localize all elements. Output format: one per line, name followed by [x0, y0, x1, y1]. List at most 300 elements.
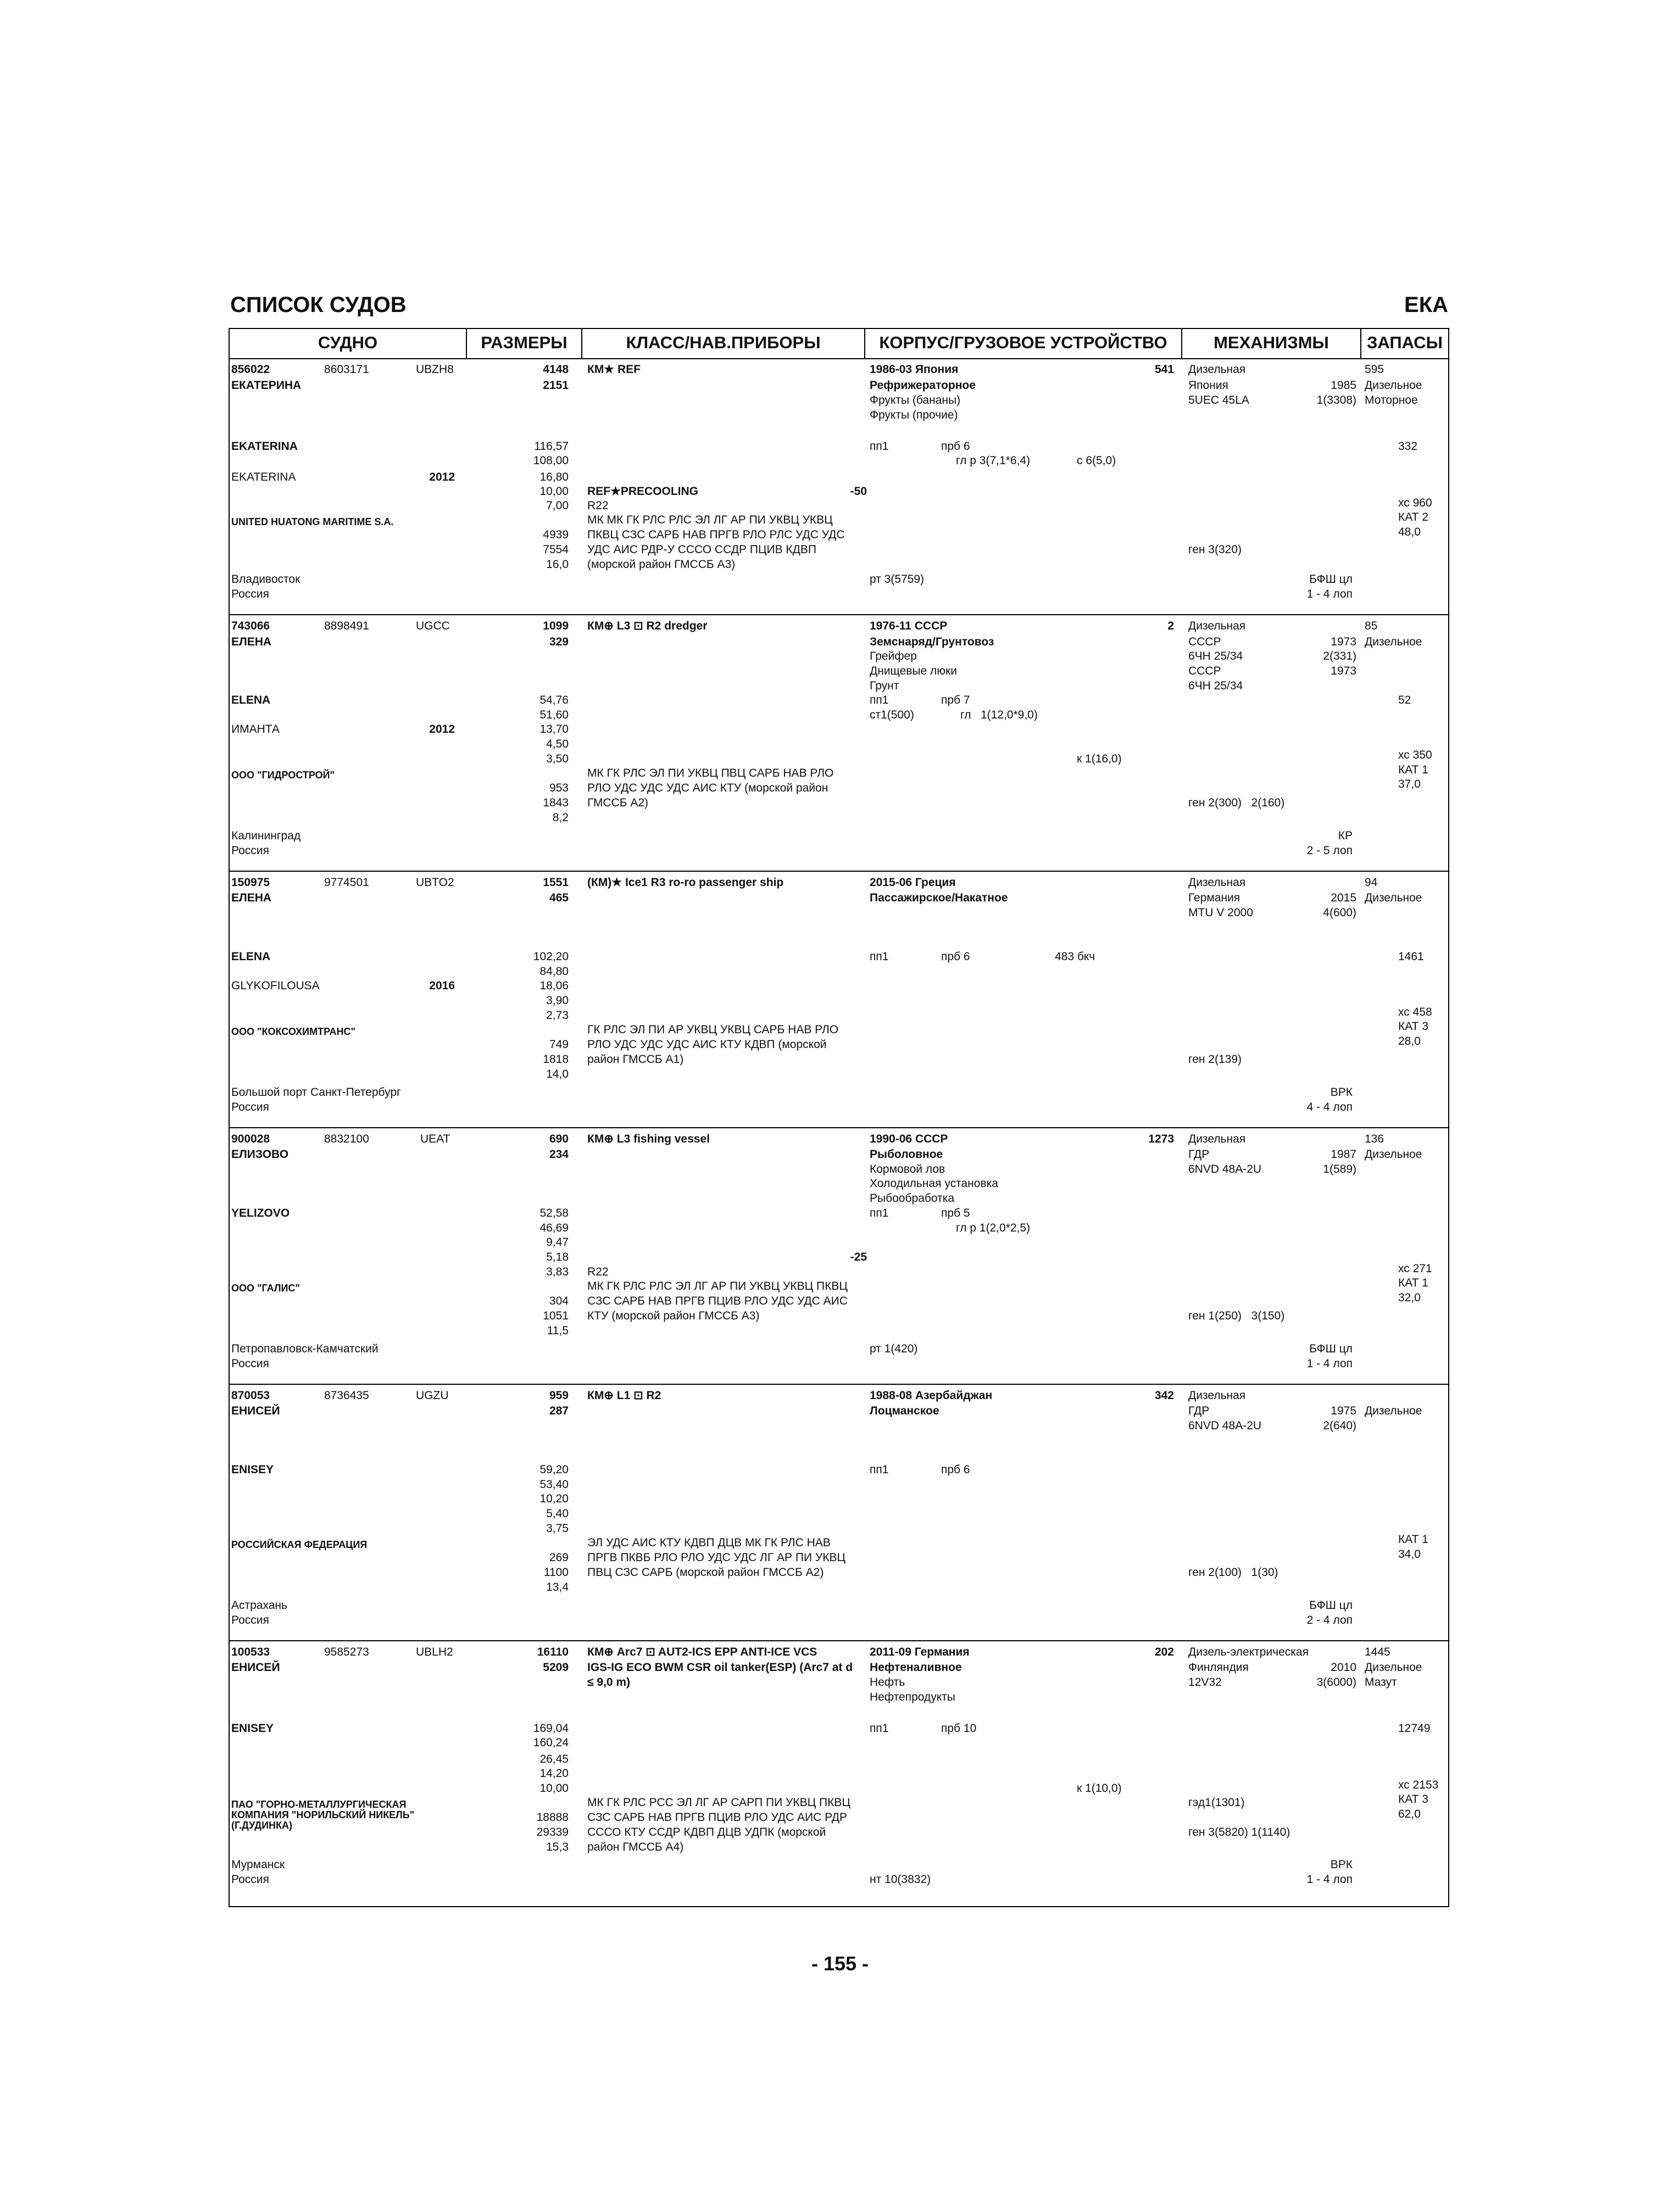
ship-field: КАТ 2: [1398, 511, 1428, 523]
ship-field: 102,20: [533, 950, 569, 963]
ship-field: Моторное: [1365, 394, 1418, 406]
ship-field: КАТ 1: [1398, 1533, 1428, 1546]
ship-field: Дизельное: [1365, 1405, 1422, 1417]
ship-field: 100533: [231, 1646, 270, 1658]
ship-field: (морской район ГМССБ А3): [587, 558, 736, 571]
ship-field: 1051: [543, 1310, 569, 1322]
ship-field: 18888: [536, 1811, 569, 1824]
ship-field: гл р 1(2,0*2,5): [956, 1222, 1031, 1234]
column-header-hull: КОРПУС/ГРУЗОВОЕ УСТРОЙСТВО: [879, 333, 1167, 352]
ship-field: ПКВЦ СЗС САРБ НАВ ПРГВ РЛО РЛС УДС УДС: [587, 528, 845, 541]
ship-field: Россия: [231, 844, 269, 857]
ship-field: ENISEY: [231, 1722, 274, 1735]
ship-field: ЕЛИЗОВО: [231, 1148, 289, 1161]
ship-field: 2: [1167, 620, 1174, 632]
ship-field: к 1(16,0): [1077, 753, 1122, 765]
ship-field: 37,0: [1398, 778, 1421, 790]
ship-field: Фрукты (прочие): [870, 409, 958, 421]
ship-field: UBLH2: [416, 1646, 453, 1658]
ship-field: КАТ 3: [1398, 1793, 1428, 1806]
ship-field: Дизельная: [1188, 876, 1246, 889]
ship-field: 4,50: [546, 738, 569, 750]
ship-field: 5,40: [546, 1507, 569, 1520]
ship-field: ООО "КОКСОХИМТРАНС": [231, 1026, 356, 1037]
ship-field: MTU V 2000: [1188, 906, 1253, 919]
ship-field: ENISEY: [231, 1463, 274, 1476]
ship-field: IGS-IG ECO BWM CSR oil tanker(ESP) (Arc7 at d: [587, 1661, 853, 1674]
ship-field: 2 - 4 лоп: [1306, 1614, 1353, 1626]
ship-field: 6NVD 48A-2U: [1188, 1163, 1262, 1176]
ship-field: 234: [549, 1148, 569, 1161]
ship-field: 3,83: [546, 1266, 569, 1278]
ship-field: 14,20: [539, 1767, 569, 1780]
ship-field: R22: [587, 499, 609, 512]
ship-field: 136: [1365, 1133, 1384, 1145]
ship-field: 7554: [543, 543, 569, 556]
ship-field: 8898491: [324, 620, 369, 632]
ship-field: 116,57: [534, 440, 569, 453]
ship-field: 900028: [231, 1133, 270, 1145]
ship-field: 62,0: [1398, 1808, 1421, 1820]
ship-field: ст1(500): [870, 709, 914, 721]
ship-field: 48,0: [1398, 526, 1421, 538]
ship-field: Нефтепродукты: [870, 1691, 955, 1703]
ship-field: 1985: [1331, 379, 1356, 392]
ship-field: 269: [549, 1551, 569, 1564]
ship-field: пп1: [870, 1463, 889, 1476]
ship-field: Астрахань: [231, 1599, 287, 1612]
ship-field: КАТ 3: [1398, 1020, 1428, 1033]
ship-field: UBZH8: [416, 363, 454, 376]
ship-field: Пассажирское/Накатное: [870, 892, 1008, 904]
ship-field: ген 2(300) 2(160): [1188, 796, 1285, 809]
ship-field: 10,20: [539, 1492, 569, 1505]
ship-field: Калининград: [231, 829, 301, 842]
ship-field: ген 1(250) 3(150): [1188, 1310, 1285, 1322]
ship-field: Мурманск: [231, 1858, 285, 1871]
ship-field: 6NVD 48A-2U: [1188, 1419, 1262, 1432]
ship-field: 304: [549, 1295, 569, 1307]
ship-field: Фрукты (бананы): [870, 394, 961, 406]
ship-field: 2151: [543, 379, 569, 392]
ship-field: пп1: [870, 1207, 889, 1219]
ship-field: ЕНИСЕЙ: [231, 1405, 280, 1417]
ship-field: 3,75: [546, 1522, 569, 1535]
ship-field: СССО КТУ ССДР КДВП ДЦВ УДПК (морской: [587, 1826, 826, 1839]
ship-field: Дизельное: [1365, 1661, 1422, 1674]
ship-field: 332: [1398, 440, 1418, 453]
ship-field: Дизельная: [1188, 1133, 1246, 1145]
ship-field: Рефрижераторное: [870, 379, 976, 392]
ship-field: Финляндия: [1188, 1661, 1249, 1674]
ship-field: 870053: [231, 1389, 270, 1402]
ship-field: 1818: [543, 1053, 569, 1066]
table-right-border: [1448, 328, 1449, 1907]
ship-field: Россия: [231, 1873, 269, 1886]
ship-field: 85: [1365, 620, 1378, 632]
ship-field: КТУ (морской район ГМССБ А3): [587, 1310, 760, 1322]
ship-field: ГК РЛС ЭЛ ПИ АР УКВЦ УКВЦ САРБ НАВ РЛО: [587, 1023, 839, 1036]
ship-field: 1551: [543, 876, 569, 889]
ship-field: 2015: [1331, 892, 1356, 904]
ship-field: UNITED HUATONG MARITIME S.A.: [231, 516, 394, 527]
ship-field: хс 2153: [1398, 1779, 1439, 1791]
ship-field: 595: [1365, 363, 1384, 376]
ship-field: UBTO2: [416, 876, 454, 889]
ship-field: КМ★ REF: [587, 363, 641, 376]
column-header-dimensions: РАЗМЕРЫ: [481, 333, 568, 352]
ship-field: 1975: [1331, 1405, 1356, 1417]
ship-field: прб 6: [941, 1463, 970, 1476]
entry-separator: [229, 1127, 1449, 1128]
column-header-class: КЛАСС/НАВ.ПРИБОРЫ: [626, 333, 821, 352]
ship-field: UGZU: [416, 1389, 449, 1402]
ship-field: КМ⊕ Arc7 ⊡ AUT2-ICS EPP ANTI-ICE VCS: [587, 1646, 817, 1658]
ship-field: 4148: [543, 363, 569, 376]
ship-field: РОССИЙСКАЯ ФЕДЕРАЦИЯ: [231, 1539, 368, 1550]
ship-field: 54,76: [539, 694, 569, 706]
ship-field: Россия: [231, 588, 269, 600]
ship-field: 959: [549, 1389, 569, 1402]
ship-field: ЕЛЕНА: [231, 636, 272, 648]
ship-field: 329: [549, 636, 569, 648]
entry-separator: [229, 1384, 1449, 1385]
ship-field: гэд1(1301): [1188, 1796, 1245, 1809]
ship-field: 9585273: [324, 1646, 369, 1658]
ship-field: ЭЛ УДС АИС КТУ КДВП ДЦВ МК ГК РЛС НАВ: [587, 1536, 831, 1549]
ship-field: Грейфер: [870, 650, 917, 662]
ship-field: 16110: [537, 1646, 569, 1658]
ship-field: 1273: [1148, 1133, 1174, 1145]
ship-field: 1445: [1365, 1646, 1390, 1658]
ship-field: БФШ цл: [1309, 1599, 1353, 1612]
ship-field: 2011-09 Германия: [870, 1646, 970, 1658]
ship-field: ВРК: [1330, 1086, 1353, 1099]
ship-field: Россия: [231, 1614, 269, 1626]
ship-field: Россия: [231, 1101, 269, 1113]
ship-field: ELENA: [231, 694, 271, 706]
ship-field: 12V32: [1188, 1676, 1222, 1689]
ship-field: 342: [1154, 1389, 1174, 1402]
ship-field: 287: [549, 1405, 569, 1417]
ship-field: REF★PRECOOLING: [587, 485, 699, 498]
ship-field: 743066: [231, 620, 270, 632]
ship-field: 690: [549, 1133, 569, 1145]
ship-field: БФШ цл: [1309, 573, 1353, 586]
ship-field: ≤ 9,0 m): [587, 1676, 631, 1689]
ship-field: хс 271: [1398, 1262, 1432, 1275]
ship-field: 4 - 4 лоп: [1306, 1101, 1353, 1113]
ship-field: 2012: [429, 723, 455, 736]
ship-field: Рыбообработка: [870, 1192, 955, 1205]
ship-field: Грунт: [870, 679, 899, 692]
table-left-border: [229, 328, 230, 1907]
ship-field: 52,58: [539, 1207, 569, 1219]
ship-field: 8,2: [552, 811, 569, 824]
ship-field: 7,00: [546, 499, 569, 512]
ship-field: Рыболовное: [870, 1148, 943, 1161]
page-code: ЕКА: [1404, 293, 1448, 317]
ship-field: Нефтеналивное: [870, 1661, 962, 1674]
ship-field: ГДР: [1188, 1148, 1210, 1161]
ship-field: Россия: [231, 1357, 269, 1370]
ship-field: прб 6: [941, 950, 970, 963]
ship-field: 749: [549, 1038, 569, 1051]
ship-field: 3(6000): [1316, 1676, 1356, 1689]
ship-field: 12749: [1398, 1722, 1431, 1735]
ship-field: гл р 3(7,1*6,4): [956, 454, 1031, 467]
ship-field: район ГМССБ А1): [587, 1053, 684, 1066]
ship-field: Кормовой лов: [870, 1163, 945, 1176]
ship-field: R22: [587, 1266, 609, 1278]
ship-field: пп1: [870, 440, 889, 453]
column-header-ship: СУДНО: [318, 333, 378, 352]
ship-field: 1 - 4 лоп: [1306, 1357, 1353, 1370]
ship-field: ПАО "ГОРНО-МЕТАЛЛУРГИЧЕСКАЯ: [231, 1799, 407, 1810]
ship-field: 28,0: [1398, 1035, 1421, 1048]
ship-field: Дизельное: [1365, 892, 1422, 904]
ship-field: 29339: [536, 1826, 569, 1839]
ship-field: рт 3(5759): [870, 573, 925, 586]
ship-field: 10,00: [539, 485, 569, 498]
ship-field: прб 5: [941, 1207, 970, 1219]
ship-field: БФШ цл: [1309, 1342, 1353, 1355]
page-title: СПИСОК СУДОВ: [230, 293, 407, 317]
ship-field: 1(589): [1323, 1163, 1356, 1176]
ship-field: 13,4: [546, 1581, 569, 1594]
ship-field: Дизельное: [1365, 379, 1422, 392]
ship-field: ген 2(139): [1188, 1053, 1242, 1066]
ship-field: EKATERINA: [231, 471, 296, 483]
ship-field: 169,04: [533, 1722, 569, 1735]
ship-field: 84,80: [539, 965, 569, 978]
ship-field: КМ⊕ L3 ⊡ R2 dredger: [587, 620, 708, 632]
page-number: - 155 -: [811, 1952, 869, 1975]
ship-field: 1988-08 Азербайджан: [870, 1389, 993, 1402]
ship-field: GLYKOFILOUSA: [231, 979, 320, 992]
ship-field: Большой порт Санкт-Петербург: [231, 1086, 401, 1099]
ship-field: 3,90: [546, 994, 569, 1007]
ship-field: 51,60: [539, 709, 569, 721]
ship-field: ЕНИСЕЙ: [231, 1661, 280, 1674]
ship-field: УДС АИС РДР-У СССО ССДР ПЦИВ КДВП: [587, 543, 816, 556]
ship-field: UGCC: [416, 620, 450, 632]
ship-field: 16,80: [539, 471, 569, 483]
ship-field: ПВЦ СЗС САРБ (морской район ГМССБ А2): [587, 1566, 824, 1579]
ship-field: ген 2(100) 1(30): [1188, 1566, 1278, 1579]
ship-field: 9,47: [546, 1236, 569, 1249]
ship-field: СССР: [1188, 665, 1221, 677]
ship-field: 15,3: [546, 1841, 569, 1853]
ship-field: с 6(5,0): [1077, 454, 1116, 467]
ship-field: пп1: [870, 1722, 889, 1735]
ship-field: 483 бкч: [1055, 950, 1095, 963]
ship-field: 1099: [543, 620, 569, 632]
ship-field: 34,0: [1398, 1548, 1421, 1561]
ship-field: 150975: [231, 876, 270, 889]
ship-field: 2 - 5 лоп: [1306, 844, 1353, 857]
ship-field: МК ГК РЛС РСС ЭЛ ЛГ АР САРП ПИ УКВЦ ПКВЦ: [587, 1796, 850, 1809]
ship-field: ООО "ГАЛИС": [231, 1283, 300, 1294]
ship-field: (КМ)★ Ice1 R3 ro-ro passenger ship: [587, 876, 784, 889]
column-header-machinery: МЕХАНИЗМЫ: [1214, 333, 1329, 352]
ship-field: район ГМССБ А4): [587, 1841, 684, 1853]
ship-field: 2012: [429, 471, 455, 483]
ship-field: Нефть: [870, 1676, 905, 1689]
ship-field: 2010: [1331, 1661, 1356, 1674]
ship-field: прб 6: [941, 440, 970, 453]
table-bottom-border: [229, 1906, 1449, 1907]
ship-field: 1987: [1331, 1148, 1356, 1161]
ship-field: 5UEC 45LA: [1188, 394, 1249, 406]
ship-field: 2015-06 Греция: [870, 876, 956, 889]
ship-field: Днищевые люки: [870, 665, 957, 677]
ship-field: КОМПАНИЯ "НОРИЛЬСКИЙ НИКЕЛЬ": [231, 1809, 415, 1820]
ship-field: КР: [1338, 829, 1353, 842]
ship-field: 108,00: [533, 454, 569, 467]
ship-field: YELIZOVO: [231, 1207, 290, 1219]
entry-separator: [229, 871, 1449, 872]
ship-field: хс 350: [1398, 749, 1432, 761]
entry-separator: [229, 1640, 1449, 1641]
ship-field: EKATERINA: [231, 440, 298, 453]
ship-field: Япония: [1188, 379, 1228, 392]
ship-field: 32,0: [1398, 1291, 1421, 1304]
ship-field: прб 10: [941, 1722, 977, 1735]
ship-field: Германия: [1188, 892, 1240, 904]
ship-field: 14,0: [546, 1068, 569, 1080]
ship-field: 4939: [543, 528, 569, 541]
ship-field: КМ⊕ L3 fishing vessel: [587, 1133, 710, 1145]
ship-field: ПРГВ ПКВБ РЛО РЛО УДС УДС ЛГ АР ПИ УКВЦ: [587, 1551, 846, 1564]
ship-field: Дизель-электрическая: [1188, 1646, 1309, 1658]
ship-field: -50: [850, 485, 867, 498]
ship-field: 9774501: [324, 876, 369, 889]
ship-field: 59,20: [539, 1463, 569, 1476]
ship-field: МК МК ГК РЛС РЛС ЭЛ ЛГ АР ПИ УКВЦ УКВЦ: [587, 514, 833, 526]
ship-field: ЕЛЕНА: [231, 892, 272, 904]
ship-field: 11,5: [547, 1324, 569, 1337]
ship-field: 53,40: [539, 1478, 569, 1491]
ship-field: 2016: [429, 979, 455, 992]
ship-field: Дизельная: [1188, 363, 1246, 376]
ship-field: 1990-06 СССР: [870, 1133, 948, 1145]
ship-field: рт 1(420): [870, 1342, 918, 1355]
ship-field: ВРК: [1330, 1858, 1353, 1871]
ship-field: Дизельное: [1365, 636, 1422, 648]
ship-field: 3,50: [546, 753, 569, 765]
ship-field: UEAT: [420, 1133, 450, 1145]
ship-field: 13,70: [539, 723, 569, 736]
ship-field: Мазут: [1365, 1676, 1397, 1689]
ship-field: 1(3308): [1316, 394, 1356, 406]
ship-field: Земснаряд/Грунтовоз: [870, 636, 994, 648]
ship-field: 6ЧН 25/34: [1188, 679, 1243, 692]
ship-field: 2(640): [1323, 1419, 1356, 1432]
ship-field: 8832100: [324, 1133, 369, 1145]
ship-field: Владивосток: [231, 573, 301, 586]
table-top-border: [229, 328, 1449, 329]
entry-separator: [229, 614, 1449, 615]
ship-field: 953: [549, 782, 569, 794]
ship-field: нт 10(3832): [870, 1873, 931, 1886]
ship-field: МК ГК РЛС РЛС ЭЛ ЛГ АР ПИ УКВЦ УКВЦ ПКВЦ: [587, 1280, 848, 1293]
ship-field: КАТ 1: [1398, 764, 1428, 776]
ship-field: 52: [1398, 694, 1411, 706]
ship-field: 1973: [1331, 636, 1356, 648]
ship-field: Дизельная: [1188, 1389, 1246, 1402]
table-header-border: [229, 358, 1449, 359]
ship-field: ГМССБ А2): [587, 796, 649, 809]
ship-field: Петропавловск-Камчатский: [231, 1342, 379, 1355]
ship-field: 4(600): [1323, 906, 1356, 919]
ship-field: 465: [549, 892, 569, 904]
ship-field: ИМАНТА: [231, 723, 280, 736]
ship-field: 1843: [543, 796, 569, 809]
ship-field: РЛО УДС УДС УДС АИС КТУ (морской район: [587, 782, 828, 794]
ship-field: РЛО УДС УДС УДС АИС КТУ КДВП (морской: [587, 1038, 827, 1051]
ship-field: ген 3(320): [1188, 543, 1242, 556]
ship-field: КМ⊕ L1 ⊡ R2: [587, 1389, 661, 1402]
ship-field: МК ГК РЛС ЭЛ ПИ УКВЦ ПВЦ САРБ НАВ РЛО: [587, 767, 834, 779]
ship-field: ГДР: [1188, 1405, 1210, 1417]
ship-field: гл 1(12,0*9,0): [960, 709, 1038, 721]
ship-field: -25: [850, 1251, 867, 1263]
ship-field: 5209: [543, 1661, 569, 1674]
ship-field: 94: [1365, 876, 1378, 889]
ship-field: (Г.ДУДИНКА): [231, 1820, 293, 1831]
ship-field: 1976-11 СССР: [870, 620, 948, 632]
ship-field: хс 960: [1398, 497, 1432, 509]
ship-field: ЕКАТЕРИНА: [231, 379, 302, 392]
ship-field: 1986-03 Япония: [870, 363, 959, 376]
ship-field: пп1: [870, 950, 889, 963]
ship-field: 26,45: [539, 1753, 569, 1765]
ship-field: пп1: [870, 694, 889, 706]
ship-field: КАТ 1: [1398, 1277, 1428, 1289]
ship-field: ООО "ГИДРОСТРОЙ": [231, 770, 335, 781]
ship-field: 1 - 4 лоп: [1306, 588, 1353, 600]
ship-field: СССР: [1188, 636, 1221, 648]
ship-field: 16,0: [546, 558, 569, 571]
ship-field: 160,24: [533, 1736, 569, 1749]
ship-field: Лоцманское: [870, 1405, 939, 1417]
ship-field: 856022: [231, 363, 270, 376]
ship-field: ELENA: [231, 950, 271, 963]
ship-field: 1973: [1331, 665, 1356, 677]
ship-field: 2,73: [546, 1009, 569, 1022]
ship-field: 5,18: [546, 1251, 569, 1263]
ship-field: прб 7: [941, 694, 970, 706]
ship-field: 10,00: [539, 1782, 569, 1795]
ship-field: Дизельная: [1188, 620, 1246, 632]
ship-field: 541: [1154, 363, 1174, 376]
ship-field: 2(331): [1323, 650, 1356, 662]
ship-field: к 1(10,0): [1077, 1782, 1122, 1795]
ship-field: 18,06: [539, 979, 569, 992]
ship-field: СЗС САРБ НАВ ПРГВ ПЦИВ РЛО УДС АИС РДР: [587, 1811, 847, 1824]
ship-field: 8603171: [324, 363, 369, 376]
ship-field: 6ЧН 25/34: [1188, 650, 1243, 662]
ship-field: 46,69: [539, 1222, 569, 1234]
ship-field: ген 3(5820) 1(1140): [1188, 1826, 1290, 1839]
column-header-supplies: ЗАПАСЫ: [1366, 333, 1443, 352]
ship-field: 1461: [1398, 950, 1424, 963]
ship-field: хс 458: [1398, 1006, 1432, 1018]
ship-field: 8736435: [324, 1389, 369, 1402]
ship-field: Дизельное: [1365, 1148, 1422, 1161]
ship-field: Холодильная установка: [870, 1177, 998, 1190]
